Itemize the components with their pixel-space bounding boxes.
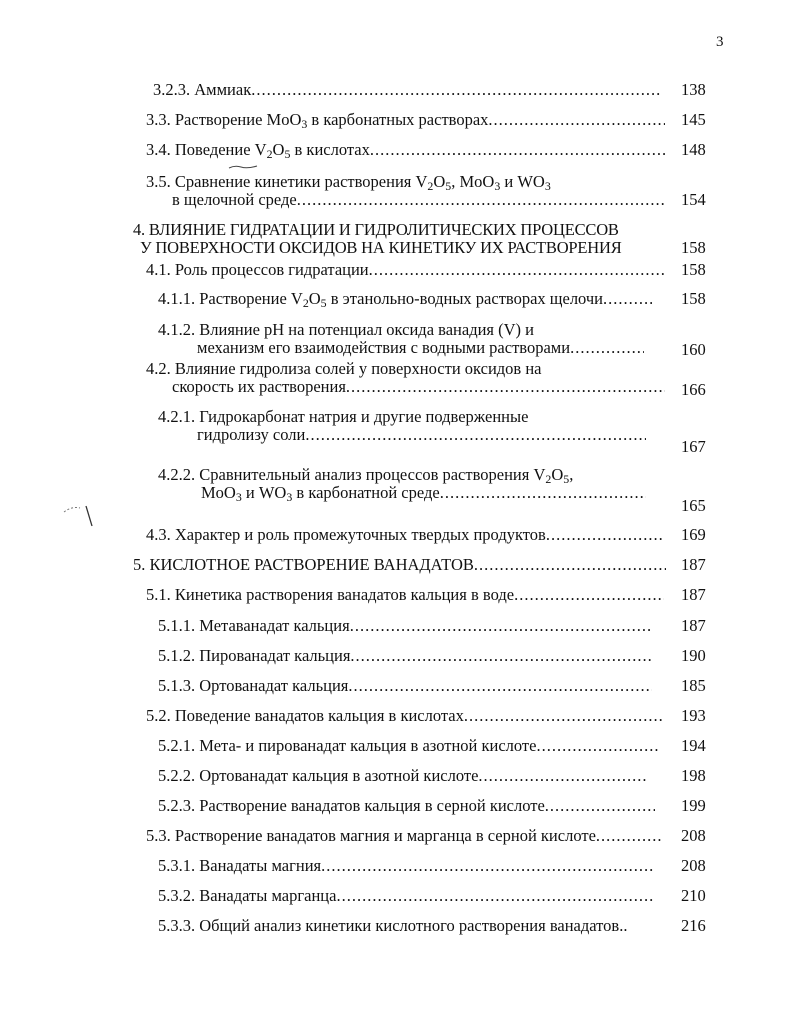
dot-leader [336,886,655,906]
dot-leader [478,766,648,786]
toc-entry-text: У ПОВЕРХНОСТИ ОКСИДОВ НА КИНЕТИКУ ИХ РАСТВОРЕНИЯ [140,238,622,257]
dot-leader [305,425,646,445]
toc-page-number: 165 [681,496,706,515]
toc-entry-subscript: 5 [563,471,570,486]
toc-page-number: 210 [681,886,706,905]
toc-page-number: 190 [681,646,706,665]
toc-entry-text: 5. КИСЛОТНОЕ РАСТВОРЕНИЕ ВАНАДАТОВ [133,555,474,574]
toc-page-number: 167 [681,437,706,456]
toc-entry-text: 5.2.1. Мета- и пированадат кальция в азотной кислоте [158,736,537,755]
dot-leader [570,338,644,358]
toc-entry-text: 5.2.3. Растворение ванадатов кальция в серной кислоте [158,796,545,815]
toc-entry-title [146,706,464,726]
toc-page-number: 154 [681,190,706,209]
toc-page-number: 148 [681,140,706,159]
dot-leader [474,555,666,575]
toc-page-number: 187 [681,585,706,604]
toc-page-number: 138 [681,80,706,99]
toc-entry-text: MoO [201,483,236,502]
dot-leader [536,736,660,756]
toc-entry-title [146,110,488,130]
toc-entry-text: 5.3.2. Ванадаты марганца [158,886,337,905]
toc-entry-line [158,736,660,756]
toc-entry-text: 4.3. Характер и роль промежуточных твердых продуктов [146,525,546,544]
toc-entry-subscript: 3 [235,489,242,503]
dot-leader [440,483,646,503]
toc-page-number: 208 [681,826,706,845]
toc-page-number: 158 [681,289,706,308]
toc-entry-text: O [308,289,321,308]
toc-entry-text: 5.2. Поведение ванадатов кальция в кислотах [146,706,464,725]
toc-entry-text: 4.2.2. Сравнительный анализ процессов растворения V [158,465,546,484]
toc-entry-text: 5.1.3. Ортованадат кальция [158,676,349,695]
toc-entry-title [158,736,536,756]
dot-leader [514,585,664,605]
toc-page-number: 166 [681,380,706,399]
dot-leader [350,616,652,636]
toc-entry-line [158,616,652,636]
toc-entry-title [172,377,346,397]
toc-entry-text: 3.2.3. Аммиак [153,80,252,99]
toc-entry-text: 4.2. Влияние гидролиза солей у поверхности оксидов на [146,359,542,378]
toc-entry-line [158,676,652,696]
toc-entry-subscript: 2 [266,146,273,160]
toc-entry-text: 4.1. Роль процессов гидратации [146,260,369,279]
toc-entry-line [146,585,664,605]
dot-leader [370,140,665,160]
toc-entry-line [146,359,542,379]
toc-entry-text: 5.1.1. Метаванадат кальция [158,616,350,635]
toc-entry-text: 4. ВЛИЯНИЕ ГИДРАТАЦИИ И ГИДРОЛИТИЧЕСКИХ ПРОЦЕССОВ [133,220,619,239]
toc-entry-line [197,338,644,358]
toc-entry-title [146,525,546,545]
toc-entry-text: и WO [500,172,545,191]
toc-entry-subscript: 5 [445,178,452,193]
toc-entry-text: 4.2.1. Гидрокарбонат натрия и другие подверженные [158,407,529,426]
toc-entry-text: , [569,465,574,484]
toc-page-number: 194 [681,736,706,755]
toc-entry-line [146,706,664,726]
toc-entry-text: O [272,140,285,159]
toc-entry-line [172,377,665,397]
toc-entry-text: скорость их растворения [172,377,346,396]
toc-entry-text: 4.1.2. Влияние pH на потенциал оксида ванадия (V) и [158,320,535,339]
dot-leader [297,190,665,210]
toc-entry-title [146,585,514,605]
toc-page-number: 160 [681,340,706,359]
toc-entry-line [146,525,662,545]
toc-page-number: 187 [681,555,706,574]
toc-entry-line [146,172,551,192]
dot-leader [251,80,660,100]
toc-entry-title [158,676,348,696]
toc-entry-text: 5.3.1. Ванадаты магния [158,856,322,875]
toc-entry-title [172,190,297,210]
toc-entry-line [158,886,655,906]
toc-entry-title [158,886,336,906]
dot-leader [348,676,652,696]
toc-entry-line [146,260,665,280]
dot-leader [596,826,662,846]
toc-entry-text: и WO [241,483,287,502]
toc-entry-line [133,220,619,240]
toc-entry-title [158,796,545,816]
toc-entry-line [146,110,665,130]
toc-entry-line [158,856,655,876]
toc-entry-line [158,766,648,786]
toc-entry-line [146,826,662,846]
toc-entry-line [140,238,622,258]
toc-entry-subscript: 2 [545,471,552,486]
toc-entry-text: в карбонатных растворах [307,110,489,129]
toc-entry-text: в карбонатной среде [292,483,440,502]
toc-page-number: 158 [681,260,706,279]
toc-page-number: 216 [681,916,706,935]
toc-entry-title [158,856,321,876]
toc-entry-subscript: 5 [320,295,327,309]
toc-entry-line [158,646,652,666]
toc-entry-subscript: 2 [302,295,309,309]
toc-entry-line [201,483,646,503]
toc-entry-title [146,140,370,160]
toc-entry-line [158,916,627,936]
toc-entry-text: 3.5. Сравнение кинетики растворения V [146,172,428,191]
margin-pen-mark [62,500,106,536]
toc-entry-text: в щелочной среде [172,190,297,209]
toc-entry-title [146,826,596,846]
toc-entry-text: 5.2.2. Ортованадат кальция в азотной кислоте [158,766,479,785]
toc-entry-title [158,646,350,666]
toc-entry-line [158,465,573,485]
toc-entry-line [133,555,666,575]
toc-entry-text: 5.3. Растворение ванадатов магния и марганца в серной кислоте [146,826,596,845]
toc-entry-text: 4.1.1. Растворение V [158,289,303,308]
toc-entry-text: гидролизу соли [197,425,306,444]
toc-entry-text: механизм его взаимодействия с водными растворами [197,338,571,357]
dot-leader [546,525,662,545]
toc-entry-subscript: 5 [284,146,291,160]
toc-entry-text: в кислотах [290,140,370,159]
dot-leader [346,377,665,397]
toc-entry-text: в этанольно-водных растворах щелочи [326,289,604,308]
dot-leader [464,706,664,726]
toc-entry-line [158,796,655,816]
dot-leader [545,796,655,816]
toc-page-number: 193 [681,706,706,725]
toc-entry-line [197,425,646,445]
toc-entry-text: , MoO [451,172,495,191]
toc-entry-text: 5.3.3. Общий анализ кинетики кислотного растворения ванадатов.. [158,916,628,935]
dot-leader [603,289,652,309]
toc-entry-title [197,425,305,445]
toc-entry-subscript: 3 [494,178,501,193]
toc-page-number: 169 [681,525,706,544]
dot-leader [350,646,652,666]
toc-entry-line [158,407,528,427]
toc-entry-subscript: 2 [427,178,434,193]
toc-entry-line [153,80,660,100]
toc-page-number: 198 [681,766,706,785]
toc-entry-title [158,616,350,636]
page-number: 3 [716,34,724,50]
toc-page-number: 199 [681,796,706,815]
dot-leader [321,856,655,876]
toc-entry-text: O [551,465,564,484]
pen-tick-mark [227,163,261,173]
toc-entry-title [158,289,603,309]
toc-entry-title [153,80,251,100]
toc-entry-text: O [433,172,446,191]
toc-entry-line [158,320,534,340]
toc-entry-text: 5.1. Кинетика растворения ванадатов кальция в воде [146,585,515,604]
dot-leader [369,260,665,280]
dot-leader [488,110,665,130]
toc-entry-title [201,483,440,503]
toc-entry-subscript: 3 [301,116,308,130]
toc-entry-line [158,289,652,309]
toc-entry-text: 5.1.2. Пированадат кальция [158,646,351,665]
toc-entry-text: 3.4. Поведение V [146,140,267,159]
toc-entry-title [146,260,369,280]
toc-entry-text: 3.3. Растворение MoO [146,110,302,129]
toc-page-number: 145 [681,110,706,129]
toc-entry-subscript: 3 [286,489,293,503]
toc-page-number: 187 [681,616,706,635]
toc-entry-title [133,555,474,575]
toc-entry-line [146,140,665,160]
toc-page-number: 158 [681,238,706,257]
toc-page-number: 208 [681,856,706,875]
toc-entry-title [197,338,570,358]
toc-entry-line [172,190,665,210]
toc-entry-subscript: 3 [544,178,551,193]
toc-page-number: 185 [681,676,706,695]
toc-entry-title [158,766,478,786]
